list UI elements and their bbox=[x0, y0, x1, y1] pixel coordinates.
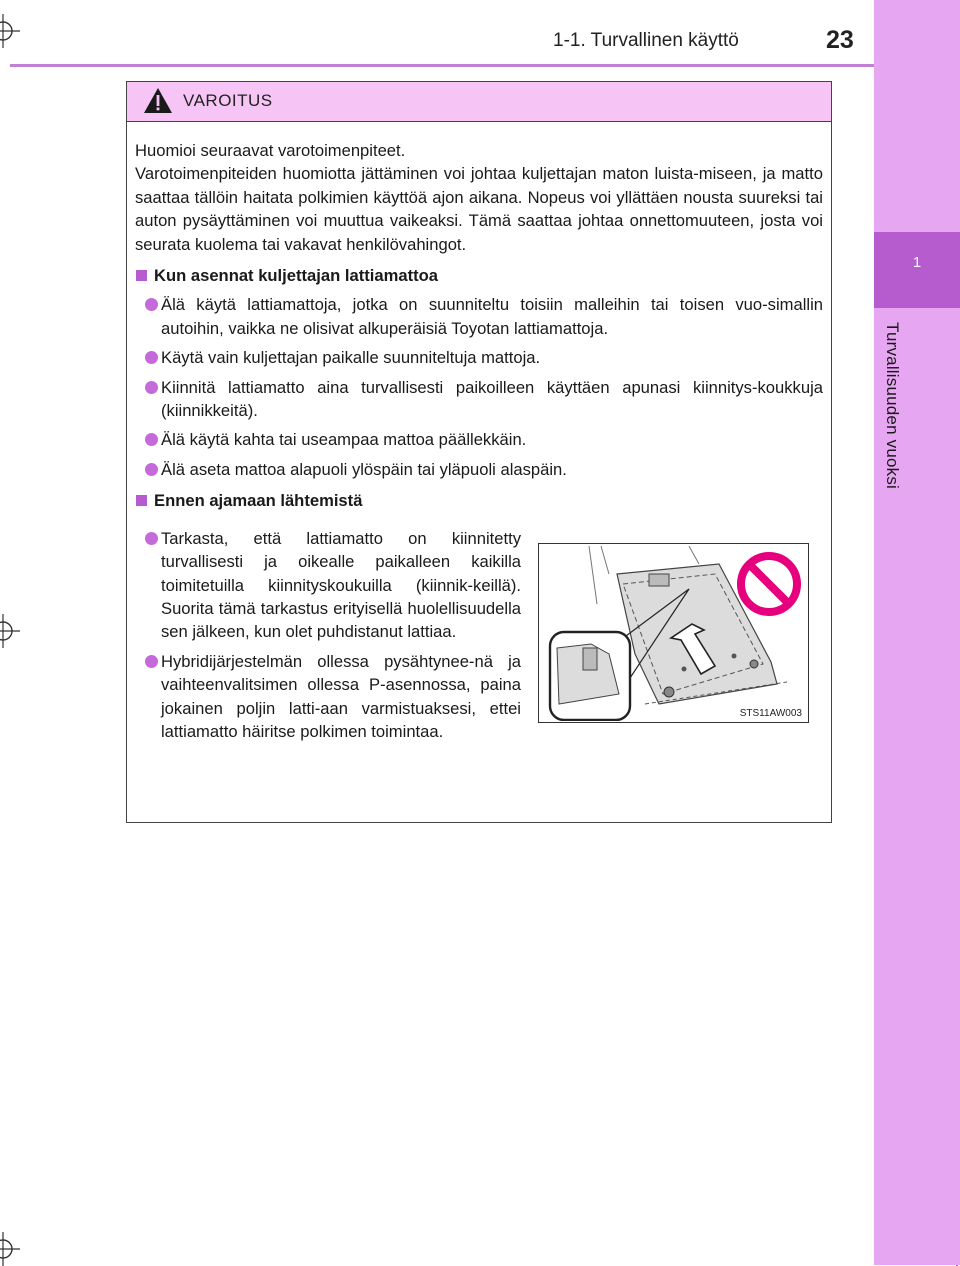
round-bullet-icon bbox=[145, 351, 158, 364]
page-number: 23 bbox=[826, 26, 854, 54]
chapter-number: 1 bbox=[912, 254, 922, 271]
section-heading-before-driving: Ennen ajamaan lähtemistä bbox=[135, 489, 823, 512]
section-heading-installing: Kun asennat kuljettajan lattiamattoa bbox=[135, 264, 823, 287]
round-bullet-icon bbox=[145, 463, 158, 476]
registration-mark-mid-left bbox=[0, 614, 20, 648]
warning-intro: Huomioi seuraavat varotoimenpiteet. bbox=[135, 141, 406, 160]
section-title: 1-1. Turvallinen käyttö bbox=[553, 30, 739, 51]
round-bullet-icon bbox=[145, 433, 158, 446]
warning-box bbox=[126, 81, 832, 823]
list-item: Älä käytä kahta tai useampaa mattoa päällekkäin. bbox=[135, 428, 823, 451]
chapter-side-tab bbox=[874, 0, 960, 1265]
figure-code: STS11AW003 bbox=[739, 708, 802, 719]
chapter-label: Turvallisuuden vuoksi bbox=[883, 322, 902, 490]
warning-header bbox=[127, 82, 831, 122]
registration-mark-top-left bbox=[0, 14, 20, 48]
list-item: Tarkasta, että lattiamatto on kiinnitetty turvallisesti ja oikealle paikalleen kaikilla toimitetuilla kiinnityskoukuilla (kiinnik-keillä). Suorita tämä tarkastus erityisellä huolellisuudella sen jälkeen, kun olet puhdistanut lattiaa. bbox=[135, 527, 521, 644]
list-item: Hybridijärjestelmän ollessa pysähtynee-nä ja vaihteenvalitsimen ollessa P-asennossa, paina jokainen poljin latti-aan varmistuaksesi, ettei lattiamatto häiritse polkimen toimintaa. bbox=[135, 650, 521, 744]
round-bullet-icon bbox=[145, 298, 158, 311]
floor-mat-drawing bbox=[539, 544, 807, 721]
square-bullet-icon bbox=[136, 270, 147, 281]
list-item: Kiinnitä lattiamatto aina turvallisesti paikoilleen käyttäen apunasi kiinnitys-koukkuja (kiinnikkeitä). bbox=[135, 376, 823, 423]
floor-mat-illustration bbox=[538, 543, 809, 723]
round-bullet-icon bbox=[145, 532, 158, 545]
list-item: Älä aseta mattoa alapuoli ylöspäin tai yläpuoli alaspäin. bbox=[135, 458, 823, 481]
header-rule bbox=[10, 64, 874, 67]
square-bullet-icon bbox=[136, 495, 147, 506]
round-bullet-icon bbox=[145, 655, 158, 668]
round-bullet-icon bbox=[145, 381, 158, 394]
list-item: Älä käytä lattiamattoja, jotka on suunniteltu toisiin malleihin tai toisen vuo-simallin autoihin, vaikka ne olisivat alkuperäisiä Toyotan lattiamattoja. bbox=[135, 293, 823, 340]
warning-paragraph: Varotoimenpiteiden huomiotta jättäminen voi johtaa kuljettajan maton luista-miseen, ja matto saattaa tällöin haitata polkimien käyttöä ajon aikana. Nopeus voi yllättäen nousta suureksi tai auton pysäyttäminen voi muuttua vaikeaksi. Tämä saattaa johtaa onnettomuuteen, josta voi seurata kuolema tai vakavat henkilövahingot. bbox=[135, 164, 823, 254]
list-item: Käytä vain kuljettajan paikalle suunniteltuja mattoja. bbox=[135, 346, 823, 369]
warning-triangle-icon bbox=[143, 87, 173, 114]
registration-mark-bottom-left bbox=[0, 1232, 20, 1266]
warning-title: VAROITUS bbox=[183, 91, 273, 110]
